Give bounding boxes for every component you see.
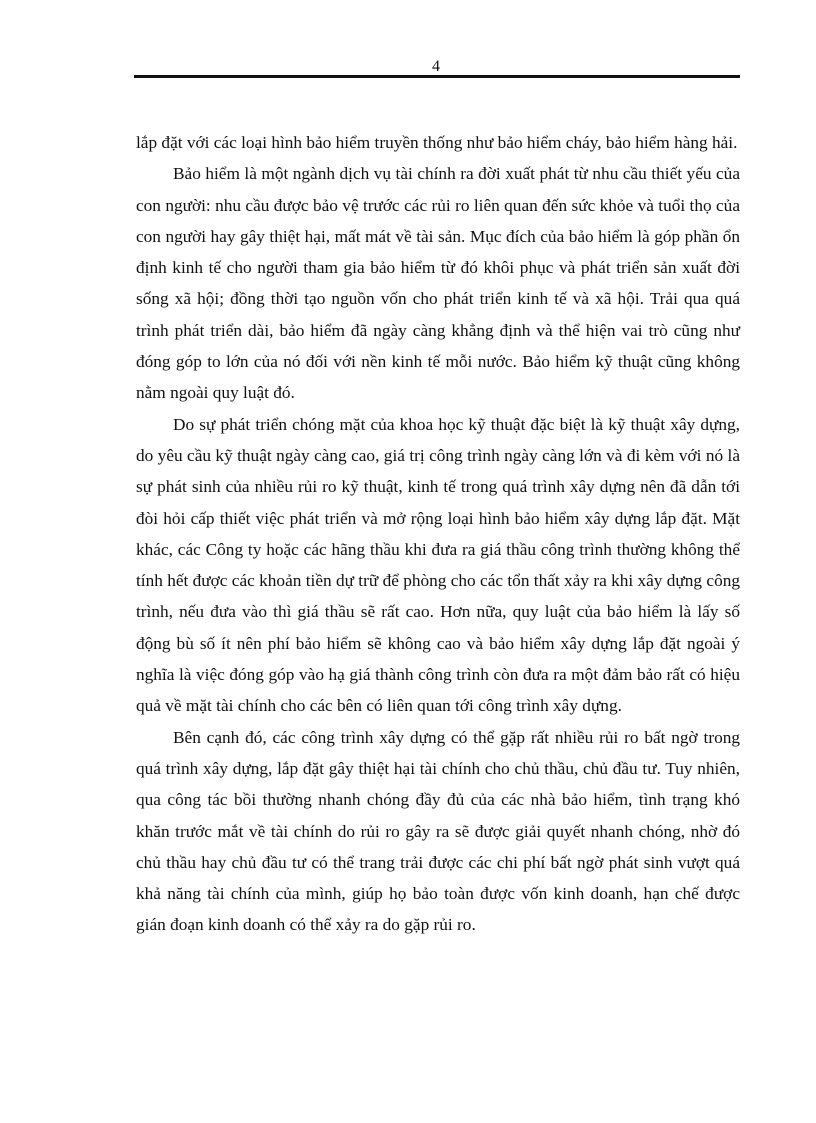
- paragraph-insurance-definition: Bảo hiểm là một ngành dịch vụ tài chính ra đời xuất phát từ nhu cầu thiết yếu của con người: nhu cầu được bảo vệ trước các rủi ro liên quan đến sức khỏe và tuổi thọ của con người hay gây thiệt hại, mất mát về tài sản. Mục đích của bảo hiểm là góp phần ổn định kinh tế cho người tham gia bảo hiểm từ đó khôi phục và phát triển sản xuất đời sống xã hội; đồng thời tạo nguồn vốn cho phát triển kinh tế và xã hội. Trải qua quá trình phát triển dài, bảo hiểm đã ngày càng khẳng định và thể hiện vai trò cũng như đóng góp to lớn của nó đối với nền kinh tế mỗi nước. Bảo hiểm kỹ thuật cũng không nằm ngoài quy luật đó.: [136, 164, 740, 403]
- body-text: [136, 127, 740, 941]
- paragraph-construction-development: Do sự phát triển chóng mặt của khoa học kỹ thuật đặc biệt là kỹ thuật xây dựng, do yêu cầu kỹ thuật ngày càng cao, giá trị công trình ngày càng lớn và đi kèm với nó là sự phát sinh của nhiều rủi ro kỹ thuật, kinh tế trong quá trình xây dựng nên đã dẫn tới đòi hỏi cấp thiết việc phát triển và mở rộng loại hình bảo hiểm xây dựng lắp đặt. Mặt khác, các Công ty hoặc các hãng thầu khi đưa ra giá thầu công trình thường không thể tính hết được các khoản tiền dự trữ để phòng cho các tổn thất xảy ra khi xây dựng công trình, nếu đưa vào thì giá thầu sẽ rất cao. Hơn nữa, quy luật của bảo hiểm là lấy số động bù số ít nên phí bảo hiểm sẽ không cao và bảo hiểm xây dựng lắp đặt ngoài ý nghĩa là việc đóng góp vào hạ giá thành công trình còn đưa ra một đảm bảo rất có hiệu quả về mặt tài chính cho các bên có liên quan tới công trình xây dựng.: [136, 414, 740, 716]
- paragraph-compensation-benefits: Bên cạnh đó, các công trình xây dựng có thể gặp rất nhiều rủi ro bất ngờ trong quá trình xây dựng, lắp đặt gây thiệt hại tài chính cho chủ thầu, chủ đầu tư. Tuy nhiên, qua công tác bồi thường nhanh chóng đầy đủ của các nhà bảo hiểm, tình trạng khó khăn trước mắt về tài chính do rủi ro gây ra sẽ được giải quyết nhanh chóng, nhờ đó chủ thầu hay chủ đầu tư có thể trang trải được các chi phí bất ngờ phát sinh vượt quá khả năng tài chính của mình, giúp họ bảo toàn được vốn kinh doanh, hạn chế được gián đoạn kinh doanh có thể xảy ra do gặp rủi ro.: [136, 727, 740, 935]
- page-number: 4: [432, 58, 440, 75]
- header-rule: [134, 75, 740, 78]
- paragraph-continuation: lắp đặt với các loại hình bảo hiểm truyền thống như bảo hiểm cháy, bảo hiểm hàng hải.: [136, 133, 738, 152]
